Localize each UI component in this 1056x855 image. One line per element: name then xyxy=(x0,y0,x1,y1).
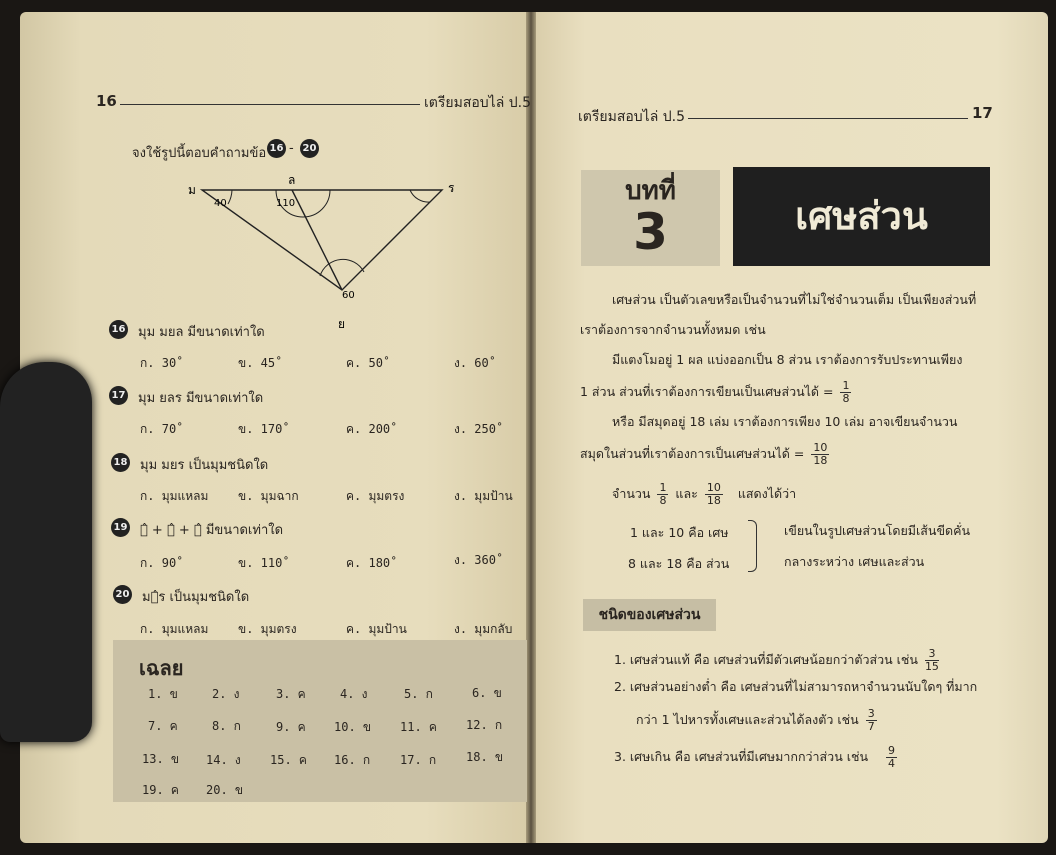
explain-right-line-2: กลางระหว่าง เศษและส่วน xyxy=(784,554,925,569)
paragraph-1-line-2: เราต้องการจากจำนวนทั้งหมด เช่น xyxy=(580,322,766,337)
fraction-9-4: $\frac{9}{4}$ xyxy=(888,744,896,770)
answer-item: 19. ค xyxy=(142,783,179,797)
types-heading: ชนิดของเศษส่วน xyxy=(583,599,716,631)
right-header-title: เตรียมสอบไล่ ป.5 xyxy=(578,109,685,125)
question-19-option-d: ง. 360˚ xyxy=(454,553,504,567)
answer-item: 7. ค xyxy=(148,719,178,733)
fraction-3-7: $\frac{3}{7}$ xyxy=(867,707,875,733)
question-20-badge: 20 xyxy=(113,585,132,604)
answer-item: 6. ข xyxy=(472,686,502,700)
answer-item: 11. ค xyxy=(400,720,437,734)
answer-item: 3. ค xyxy=(276,687,306,701)
fraction-10-18: $\frac{10}{18}$ xyxy=(813,441,828,467)
type-3-text: 3. เศษเกิน คือ เศษส่วนที่มีเศษมากกว่าส่วน เช่น $\frac{9}{4}$ xyxy=(614,744,896,770)
right-page-number: 17 xyxy=(972,104,993,122)
answer-item: 16. ก xyxy=(334,753,371,767)
question-19-badge: 19 xyxy=(111,518,130,537)
question-18-option-d: ง. มุมป้าน xyxy=(454,489,513,503)
answer-key-title: เฉลย xyxy=(139,656,184,680)
answer-item: 18. ข xyxy=(466,750,504,764)
fraction-1-8: $\frac{1}{8}$ xyxy=(659,481,667,507)
paragraph-1-line-1: เศษส่วน เป็นตัวเลขหรือเป็นจำนวนที่ไม่ใช่จำนวนเต็ม เป็นเพียงส่วนที่ xyxy=(612,292,977,307)
paragraph-2-line-2: 1 ส่วน ส่วนที่เราต้องการเขียนเป็นเศษส่วนได้ = $\frac{1}{8}$ xyxy=(580,379,850,405)
left-header-rule xyxy=(120,104,420,105)
question-18-text: มุม มยร เป็นมุมชนิดใด xyxy=(140,458,269,473)
question-16-text: มุม มยล มีขนาดเท่าใด xyxy=(138,325,265,340)
angle-arc-y xyxy=(320,259,364,276)
explain-numerator: 1 และ 10 คือ เศษ xyxy=(630,525,729,540)
question-18-option-a: ก. มุมแหลม xyxy=(140,489,209,503)
range-to-badge: 20 xyxy=(300,139,319,158)
vertex-l-label: ล xyxy=(288,173,296,187)
answer-item: 14. ง xyxy=(206,753,241,767)
answer-item: 4. ง xyxy=(340,687,368,701)
question-20-option-c: ค. มุมป้าน xyxy=(346,622,407,636)
thumb-holding-page xyxy=(0,362,92,742)
question-17-text: มุม ยลร มีขนาดเท่าใด xyxy=(138,391,264,406)
question-17-option-a: ก. 70˚ xyxy=(140,422,184,436)
question-20-option-a: ก. มุมแหลม xyxy=(140,622,209,636)
question-17-option-d: ง. 250˚ xyxy=(454,422,504,436)
answer-item: 20. ข xyxy=(206,783,244,797)
right-header-rule xyxy=(688,118,968,119)
fraction-1-8: $\frac{1}{8}$ xyxy=(842,379,850,405)
question-17-option-c: ค. 200˚ xyxy=(346,422,398,436)
type-2-line-1: 2. เศษส่วนอย่างต่ำ คือ เศษส่วนที่ไม่สามารถหาจำนวนนับใดๆ ที่มาก xyxy=(614,679,978,694)
question-20-option-b: ข. มุมตรง xyxy=(238,622,297,636)
chapter-title-box xyxy=(733,167,990,266)
paragraph-4: จำนวน $\frac{1}{8}$ และ $\frac{10}{18}$ แสดงได้ว่า xyxy=(612,481,797,507)
question-16-badge: 16 xyxy=(109,320,128,339)
angle-110-label: 110 xyxy=(276,198,296,209)
chapter-label: บทที่ xyxy=(625,176,676,206)
question-16-option-c: ค. 50˚ xyxy=(346,356,391,370)
fraction-3-15: $\frac{3}{15}$ xyxy=(924,647,939,673)
angle-40-label: 40 xyxy=(214,198,227,209)
question-20-option-d: ง. มุมกลับ xyxy=(454,622,513,636)
chapter-title: เศษส่วน xyxy=(795,194,928,238)
vertex-y-label: ย xyxy=(338,317,346,330)
angle-arc-m xyxy=(228,190,232,204)
paragraph-3-line-2: สมุดในส่วนที่เราต้องการเป็นเศษส่วนได้ = $\frac{10}{18}$ xyxy=(580,441,828,467)
explain-right-line-1: เขียนในรูปเศษส่วนโดยมีเส้นขีดคั่น xyxy=(784,523,971,538)
question-18-option-b: ข. มุมฉาก xyxy=(238,489,299,503)
type-2-line-2: กว่า 1 ไปหารทั้งเศษและส่วนได้ลงตัว เช่น $\frac{3}{7}$ xyxy=(636,707,875,733)
paragraph-3-line-1: หรือ มีสมุดอยู่ 18 เล่ม เราต้องการเพียง 10 เล่ม อาจเขียนจำนวน xyxy=(612,414,958,429)
instruction-text: จงใช้รูปนี้ตอบคำถามข้อ xyxy=(132,146,267,161)
left-header-title: เตรียมสอบไล่ ป.5 xyxy=(424,95,531,111)
chapter-number: 3 xyxy=(633,203,668,261)
answer-item: 17. ก xyxy=(400,753,437,767)
question-19-option-b: ข. 110˚ xyxy=(238,556,290,570)
answer-item: 2. ง xyxy=(212,687,240,701)
question-17-option-b: ข. 170˚ xyxy=(238,422,290,436)
question-20-text: มล̂ร เป็นมุมชนิดใด xyxy=(142,590,250,605)
fraction-10-18: $\frac{10}{18}$ xyxy=(706,481,721,507)
answer-item: 1. ข xyxy=(148,687,178,701)
question-19-option-a: ก. 90˚ xyxy=(140,556,184,570)
angle-60-label: 60 xyxy=(342,290,355,301)
question-16-option-a: ก. 30˚ xyxy=(140,356,184,370)
vertex-r-label: ร xyxy=(448,181,455,195)
question-19-text: ม̂ + ย̂ + ร̂ มีขนาดเท่าใด xyxy=(140,523,284,538)
triangle-figure xyxy=(180,168,460,330)
question-18-badge: 18 xyxy=(111,453,130,472)
explain-denominator: 8 และ 18 คือ ส่วน xyxy=(628,556,730,571)
answer-item: 15. ค xyxy=(270,753,307,767)
paragraph-2-line-1: มีแตงโมอยู่ 1 ผล แบ่งออกเป็น 8 ส่วน เราต้องการรับประทานเพียง xyxy=(612,352,963,367)
left-page-number: 16 xyxy=(96,92,117,110)
question-16-option-b: ข. 45˚ xyxy=(238,356,283,370)
question-19-option-c: ค. 180˚ xyxy=(346,556,398,570)
type-1-text: 1. เศษส่วนแท้ คือ เศษส่วนที่มีตัวเศษน้อยกว่าตัวส่วน เช่น $\frac{3}{15}$ xyxy=(614,647,939,673)
range-from-badge: 16 xyxy=(267,139,286,158)
answer-item: 5. ก xyxy=(404,687,433,701)
question-16-option-d: ง. 60˚ xyxy=(454,356,496,370)
explain-brace xyxy=(748,520,757,572)
answer-item: 12. ก xyxy=(466,718,503,732)
answer-item: 13. ข xyxy=(142,752,180,766)
answer-item: 8. ก xyxy=(212,719,241,733)
vertex-m-label: ม xyxy=(188,183,196,197)
book-gutter xyxy=(526,12,536,843)
answer-item: 9. ค xyxy=(276,720,306,734)
chapter-box xyxy=(581,170,720,266)
triangle-outline xyxy=(202,190,442,290)
angle-arc-r xyxy=(410,190,430,202)
range-dash: - xyxy=(289,141,294,156)
question-18-option-c: ค. มุมตรง xyxy=(346,489,405,503)
question-17-badge: 17 xyxy=(109,386,128,405)
answer-item: 10. ข xyxy=(334,720,372,734)
segment-ly xyxy=(292,190,342,290)
